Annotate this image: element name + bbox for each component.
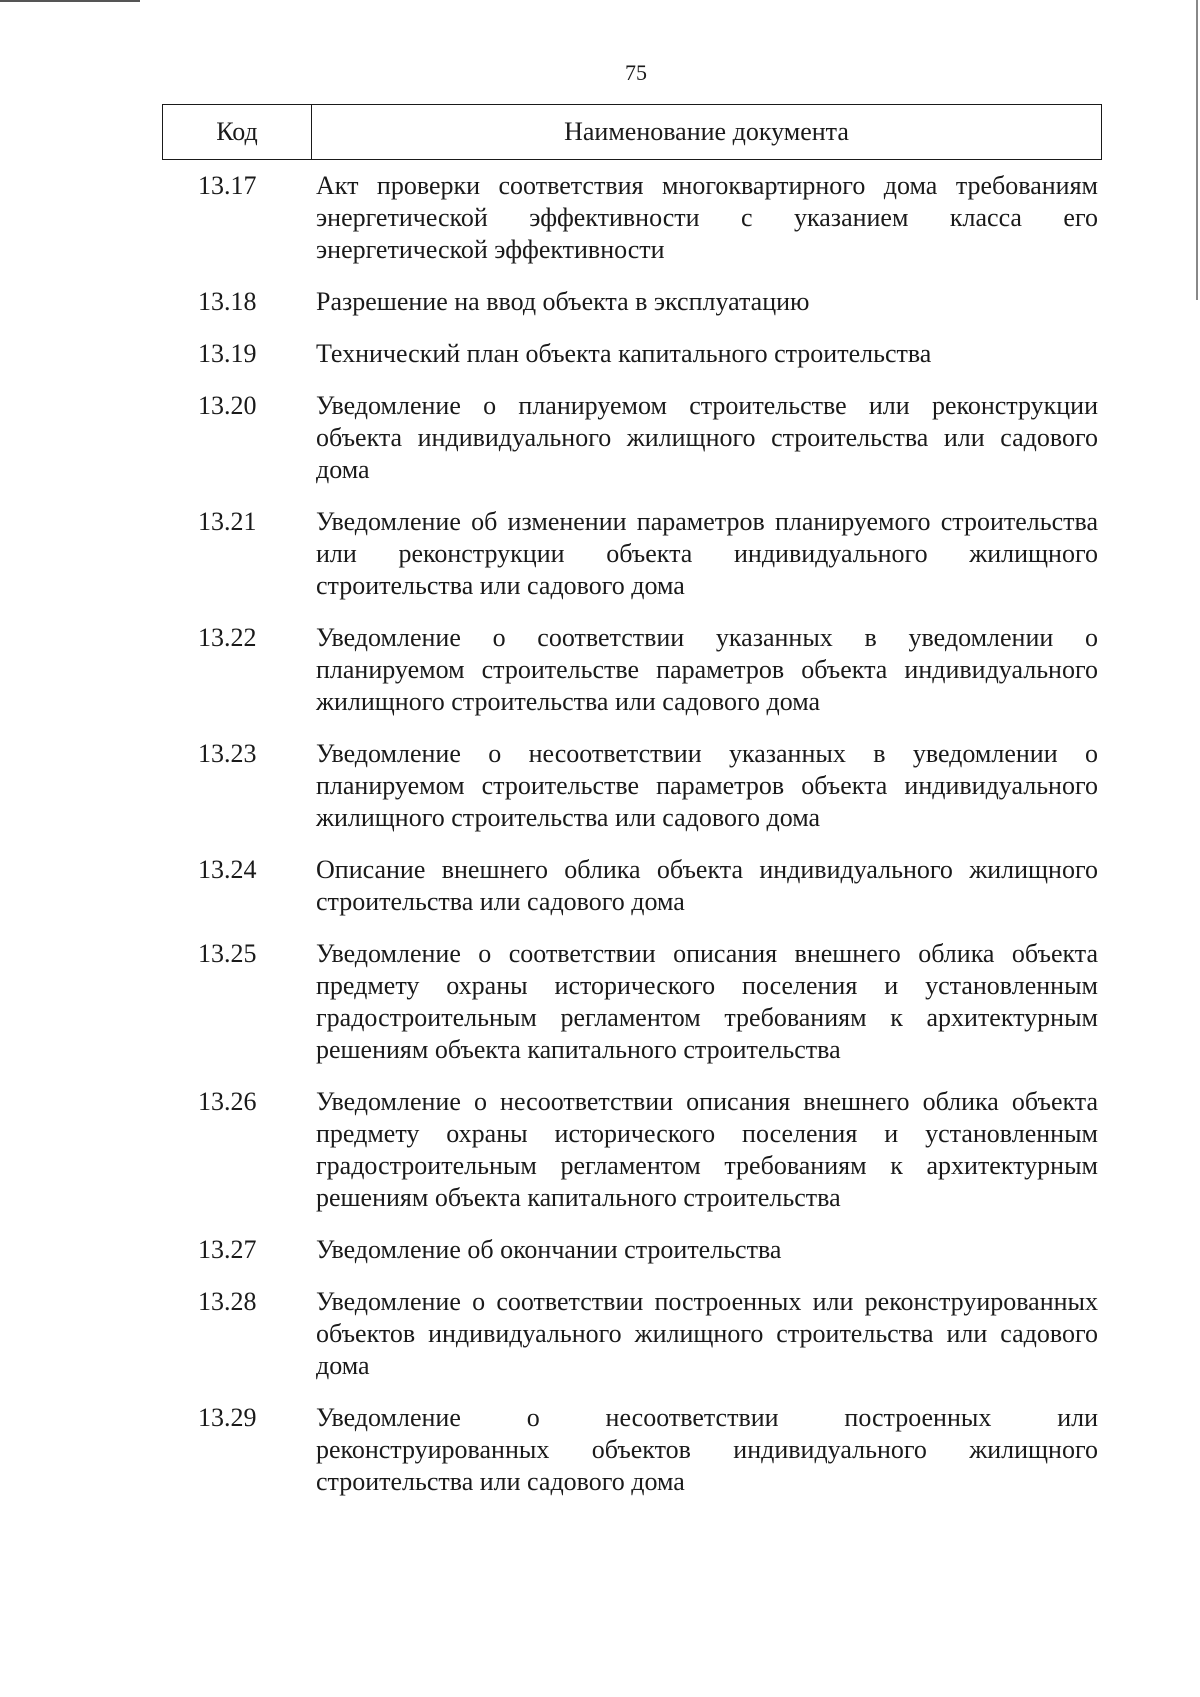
- row-name: Уведомление о соответствии построенных или реконструированных объектов индивидуального жилищного строительства или садового дома: [316, 1287, 1098, 1380]
- row-name: Уведомление об окончании строительства: [316, 1235, 782, 1264]
- row-name: Уведомление о несоответствии построенных или реконструированных объектов индивидуального жилищного строительства или садового дома: [316, 1403, 1098, 1496]
- table-row: [162, 938, 1102, 1066]
- table-row: [162, 738, 1102, 834]
- table-row: [162, 170, 1102, 266]
- document-list: [162, 170, 1102, 1518]
- row-name: Акт проверки соответствия многоквартирного дома требованиям энергетической эффективности с указанием класса его энергетической эффективности: [316, 171, 1098, 264]
- table-row: [162, 1086, 1102, 1214]
- row-name: Уведомление о планируемом строительстве или реконструкции объекта индивидуального жилищного строительства или садового дома: [316, 391, 1098, 484]
- table-row: [162, 286, 1102, 318]
- table-row: [162, 1402, 1102, 1498]
- row-code: 13.22: [198, 623, 257, 652]
- row-name: Уведомление о соответствии указанных в уведомлении о планируемом строительстве параметров объекта индивидуального жилищного строительства или садового дома: [316, 623, 1098, 716]
- table-row: [162, 390, 1102, 486]
- row-name: Уведомление о несоответствии описания внешнего облика объекта предмету охраны исторического поселения и установленным градостроительным регламентом требованиям к архитектурным решениям объекта капитального строительства: [316, 1087, 1098, 1212]
- table-row: [162, 1234, 1102, 1266]
- row-name: Разрешение на ввод объекта в эксплуатацию: [316, 287, 810, 316]
- row-name: Уведомление о соответствии описания внешнего облика объекта предмету охраны исторического поселения и установленным градостроительным регламентом требованиям к архитектурным решениям объекта капитального строительства: [316, 939, 1098, 1064]
- table-row: [162, 622, 1102, 718]
- row-code: 13.21: [198, 507, 257, 536]
- table-row: [162, 854, 1102, 918]
- row-code: 13.19: [198, 339, 257, 368]
- scan-right-edge: [1196, 0, 1198, 300]
- table-row: [162, 338, 1102, 370]
- row-name: Описание внешнего облика объекта индивидуального жилищного строительства или садового дома: [316, 855, 1098, 916]
- table-header: [162, 104, 1102, 160]
- row-code: 13.17: [198, 171, 257, 200]
- row-name: Уведомление о несоответствии указанных в уведомлении о планируемом строительстве параметров объекта индивидуального жилищного строительства или садового дома: [316, 739, 1098, 832]
- row-code: 13.28: [198, 1287, 257, 1316]
- table-row: [162, 506, 1102, 602]
- page-number: 75: [625, 60, 647, 85]
- row-name: Технический план объекта капитального строительства: [316, 339, 932, 368]
- row-name: Уведомление об изменении параметров планируемого строительства или реконструкции объекта индивидуального жилищного строительства или садового дома: [316, 507, 1098, 600]
- row-code: 13.20: [198, 391, 257, 420]
- row-code: 13.25: [198, 939, 257, 968]
- header-code: Код: [163, 105, 312, 159]
- row-code: 13.24: [198, 855, 257, 884]
- row-code: 13.27: [198, 1235, 257, 1264]
- header-name: Наименование документа: [564, 117, 849, 146]
- scan-top-line: [0, 0, 140, 2]
- row-code: 13.29: [198, 1403, 257, 1432]
- row-code: 13.26: [198, 1087, 257, 1116]
- row-code: 13.23: [198, 739, 257, 768]
- table-row: [162, 1286, 1102, 1382]
- row-code: 13.18: [198, 287, 257, 316]
